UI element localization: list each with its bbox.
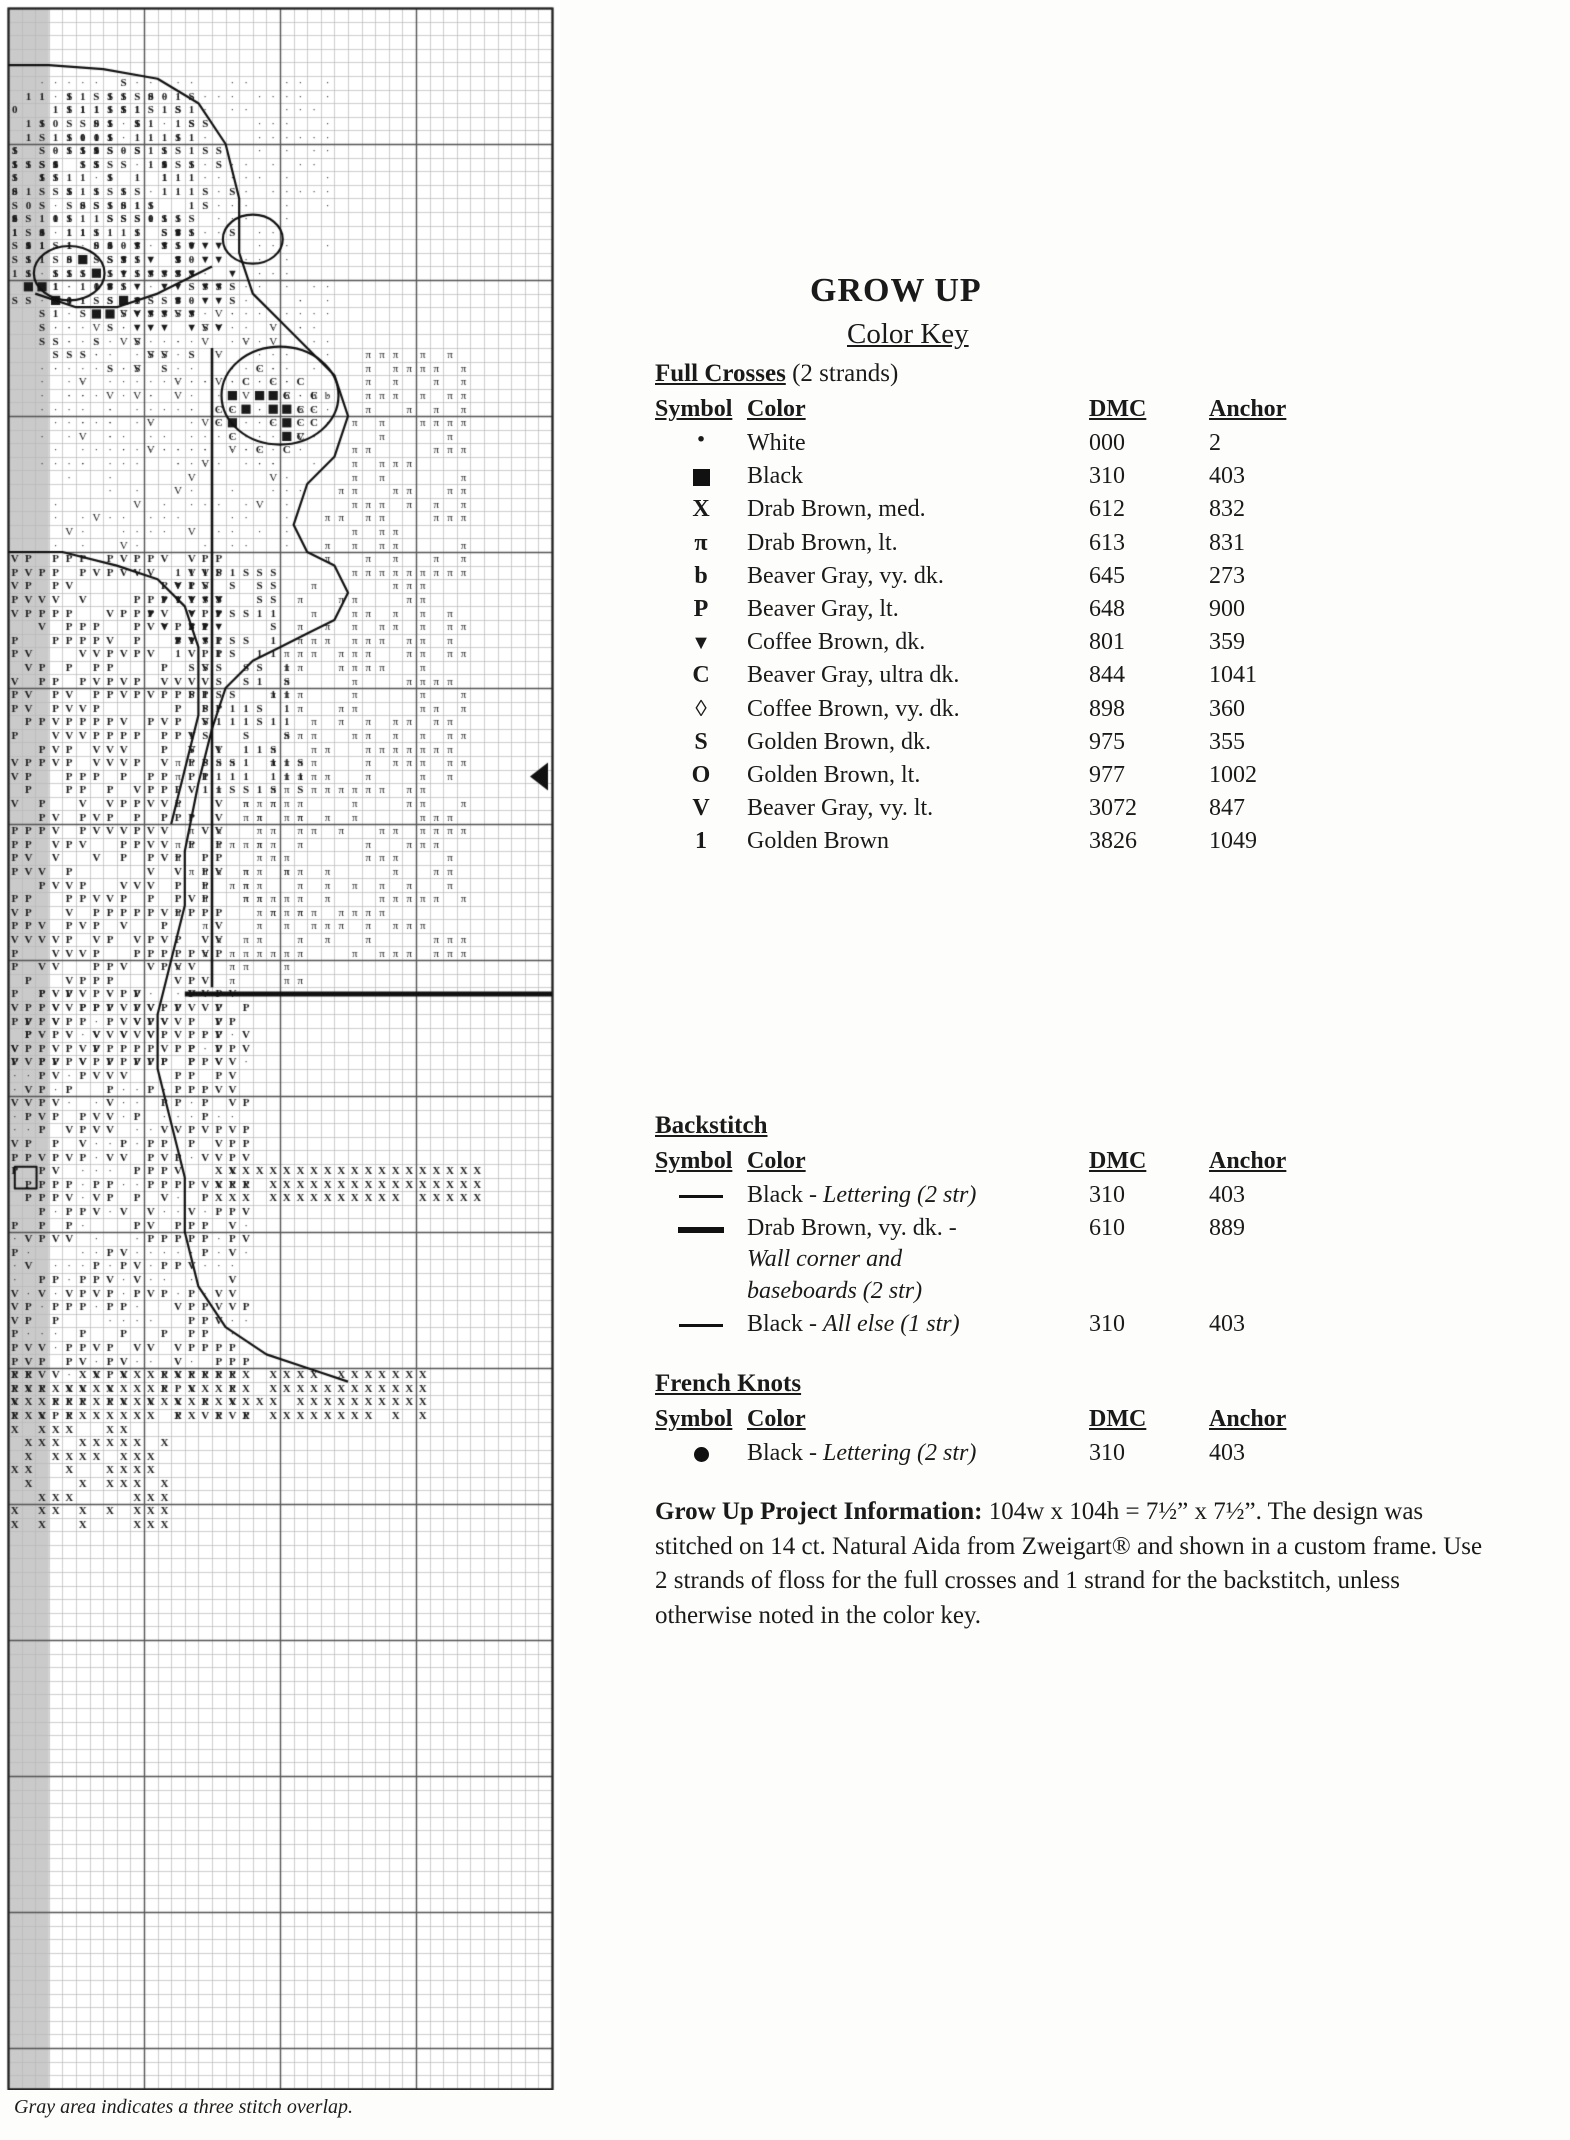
symbol-letter: P: [693, 595, 709, 622]
table-header-row: [655, 396, 1319, 427]
color-name-cell: Beaver Gray, vy. lt.: [747, 795, 934, 822]
anchor-cell: 1049: [1209, 828, 1257, 855]
table-row: [655, 1437, 1319, 1470]
symbol-filled-square: [693, 469, 710, 486]
symbol-thin-line: [679, 1195, 723, 1198]
anchor-cell: 1002: [1209, 761, 1257, 788]
color-name-cell: Coffee Brown, dk.: [747, 629, 926, 656]
table-row: [655, 825, 1319, 858]
table-row: [655, 726, 1319, 759]
symbol-cell: [655, 825, 747, 858]
anchor-cell: 2: [1209, 430, 1221, 456]
table-row: [655, 560, 1319, 593]
anchor-cell: 889: [1209, 1215, 1245, 1242]
anchor-cell: 273: [1209, 562, 1245, 589]
color-name-cell: Drab Brown, vy. dk. - Wall corner and baseboards (2 str): [747, 1212, 1047, 1308]
color-name-cell: Black - Lettering (2 str): [747, 1440, 977, 1466]
color-key-panel: [655, 0, 1555, 2140]
dmc-cell: 613: [1089, 529, 1125, 556]
symbol-pi: [655, 528, 747, 559]
color-name-cell: Drab Brown, lt.: [747, 529, 898, 556]
dmc-cell: 310: [1089, 463, 1125, 490]
anchor-cell: 403: [1209, 1310, 1245, 1337]
column-header-anchor: Anchor: [1209, 1406, 1287, 1432]
chart-panel: [0, 0, 560, 2090]
column-header-dmc: DMC: [1089, 1406, 1147, 1432]
symbol-cell: [655, 560, 747, 593]
color-name-cell: Beaver Gray, vy. dk.: [747, 562, 944, 589]
color-name-cell: Coffee Brown, vy. dk.: [747, 695, 960, 722]
symbol-letter: V: [692, 795, 710, 822]
page-subtitle: Color Key: [847, 318, 969, 350]
symbol-cell: [655, 527, 747, 560]
color-name-cell: Black - Lettering (2 str): [747, 1182, 977, 1208]
project-information: [655, 1495, 1490, 1633]
dmc-cell: 801: [1089, 629, 1125, 656]
symbol-letter: O: [691, 761, 711, 788]
symbol-cell: [655, 626, 747, 659]
anchor-cell: 359: [1209, 629, 1245, 656]
symbol-cell: [655, 759, 747, 792]
anchor-cell: 403: [1209, 463, 1245, 490]
dmc-cell: 977: [1089, 761, 1125, 788]
color-name-cell: White: [747, 430, 806, 456]
symbol-cell: [655, 693, 747, 726]
dmc-cell: 612: [1089, 496, 1125, 523]
french-knots-table: [655, 1406, 1319, 1470]
dmc-cell: 3826: [1089, 828, 1137, 855]
column-header-anchor: Anchor: [1209, 1148, 1287, 1174]
symbol-cell: [655, 1212, 747, 1308]
french-knots-heading-text: French Knots: [655, 1370, 802, 1397]
symbol-thick-line: [678, 1227, 724, 1233]
column-header-symbol: Symbol: [655, 1406, 733, 1432]
dmc-cell: 648: [1089, 595, 1125, 622]
symbol-diamond: [655, 694, 747, 725]
dmc-cell: 898: [1089, 695, 1125, 722]
table-row: [655, 460, 1319, 493]
table-row: [655, 792, 1319, 825]
anchor-cell: 832: [1209, 496, 1245, 523]
table-row: [655, 659, 1319, 692]
table-row: [655, 626, 1319, 659]
column-header-color: Color: [747, 396, 806, 422]
french-knots-heading: [655, 1370, 801, 1398]
table-row: [655, 693, 1319, 726]
symbol-cell: [655, 1437, 747, 1470]
color-note: All else (1 str): [822, 1310, 960, 1337]
anchor-cell: 900: [1209, 595, 1245, 622]
dmc-cell: 645: [1089, 562, 1125, 589]
color-note-line: baseboards (2 str): [747, 1277, 923, 1304]
symbol-letter: X: [692, 496, 710, 523]
color-note: Lettering (2 str): [822, 1182, 977, 1208]
symbol-cell: [655, 659, 747, 692]
table-row: [655, 493, 1319, 526]
table-row: [655, 1212, 1319, 1308]
color-name-cell: Black - All else (1 str): [747, 1310, 960, 1337]
color-name-cell: Black: [747, 463, 803, 490]
symbol-letter: 1: [695, 828, 707, 855]
backstitch-heading: [655, 1112, 768, 1140]
symbol-cell: [655, 792, 747, 825]
dmc-cell: 975: [1089, 728, 1125, 755]
full-crosses-strands-note: (2 strands): [792, 360, 899, 387]
color-name-cell: Golden Brown: [747, 828, 889, 855]
symbol-french-knot-dot: [694, 1447, 709, 1462]
dmc-cell: 844: [1089, 662, 1125, 689]
table-row: [655, 593, 1319, 626]
anchor-cell: 847: [1209, 795, 1245, 822]
symbol-cell: [655, 1308, 747, 1341]
project-information-body: 104w x 104h = 7½” x 7½”. The design was stitched on 14 ct. Natural Aida from Zweigart® and shown in a custom frame. Use 2 strands of floss for the full crosses and 1 strand for the backstitch, unless otherwise noted in the color key.: [655, 1498, 1483, 1629]
color-name-cell: Golden Brown, lt.: [747, 761, 921, 788]
anchor-cell: 403: [1209, 1182, 1245, 1208]
color-name-cell: Beaver Gray, lt.: [747, 595, 899, 622]
column-header-symbol: Symbol: [655, 1148, 733, 1174]
symbol-cell: [655, 1179, 747, 1212]
column-header-dmc: DMC: [1089, 396, 1147, 422]
dmc-cell: 310: [1089, 1182, 1125, 1208]
column-header-anchor: Anchor: [1209, 396, 1287, 422]
full-crosses-heading: [655, 360, 898, 388]
column-header-color: Color: [747, 1406, 806, 1432]
color-name-cell: Golden Brown, dk.: [747, 728, 931, 755]
color-name-cell: Drab Brown, med.: [747, 496, 926, 523]
symbol-cell: [655, 460, 747, 493]
project-information-label: Grow Up Project Information:: [655, 1498, 983, 1525]
full-crosses-heading-text: Full Crosses: [655, 360, 786, 387]
table-row: [655, 527, 1319, 560]
table-header-row: [655, 1406, 1319, 1437]
symbol-thin-line: [679, 1324, 723, 1327]
color-note: Lettering (2 str): [822, 1440, 977, 1466]
table-row: [655, 1308, 1319, 1341]
chart-caption: Gray area indicates a three stitch overlap.: [14, 2096, 354, 2118]
full-crosses-table: [655, 396, 1319, 858]
symbol-cell: [655, 726, 747, 759]
dmc-cell: 310: [1089, 1310, 1125, 1337]
symbol-triangle-down: [655, 627, 747, 658]
symbol-cell: [655, 427, 747, 460]
page-title: GROW UP: [810, 272, 982, 309]
symbol-cell: [655, 493, 747, 526]
color-note-line: Wall corner and: [747, 1246, 903, 1273]
symbol-letter: C: [692, 662, 710, 689]
symbol-letter: b: [694, 562, 708, 589]
column-header-dmc: DMC: [1089, 1148, 1147, 1174]
dmc-cell: 000: [1089, 430, 1125, 456]
dmc-cell: 3072: [1089, 795, 1137, 822]
anchor-cell: 831: [1209, 529, 1245, 556]
symbol-letter: S: [694, 728, 708, 755]
color-name-cell: Beaver Gray, ultra dk.: [747, 662, 960, 689]
anchor-cell: 355: [1209, 728, 1245, 755]
anchor-cell: 1041: [1209, 662, 1257, 689]
table-header-row: [655, 1148, 1319, 1179]
cross-stitch-chart: [0, 0, 560, 2090]
table-row: [655, 427, 1319, 460]
anchor-cell: 360: [1209, 695, 1245, 722]
dmc-cell: 610: [1089, 1215, 1125, 1242]
column-header-symbol: Symbol: [655, 396, 733, 422]
column-header-color: Color: [747, 1148, 806, 1174]
symbol-cell: [655, 593, 747, 626]
dmc-cell: 310: [1089, 1440, 1125, 1466]
backstitch-table: [655, 1148, 1319, 1341]
symbol-dot: [655, 428, 747, 459]
anchor-cell: 403: [1209, 1440, 1245, 1466]
backstitch-heading-text: Backstitch: [655, 1112, 768, 1139]
table-row: [655, 1179, 1319, 1212]
table-row: [655, 759, 1319, 792]
